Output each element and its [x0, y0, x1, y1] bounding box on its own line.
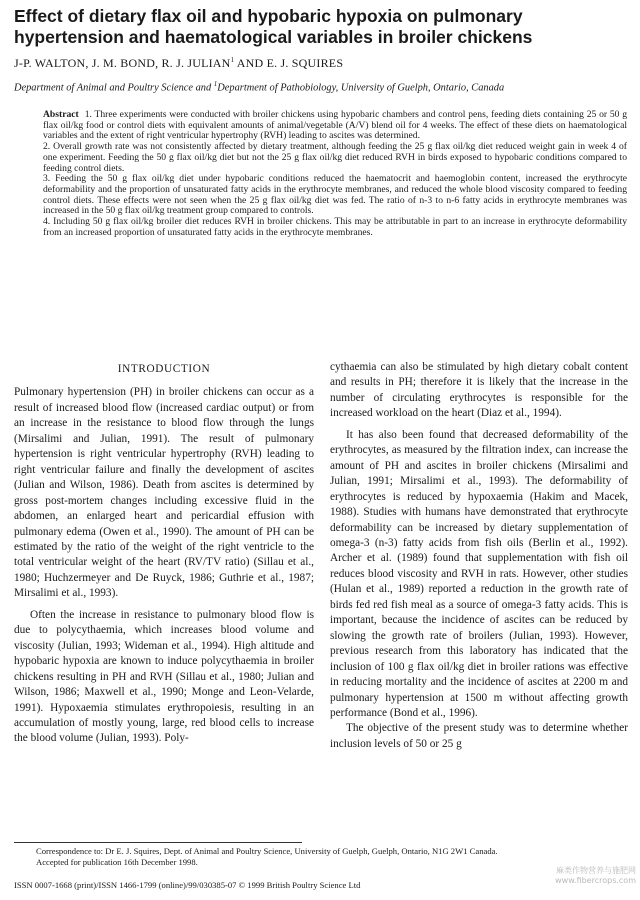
- abstract-paragraph-3: 3. Feeding the 50 g flax oil/kg diet under hypobaric conditions reduced the haematocrit and haemoglobin content, increased the erythrocyte deformability and the proportion of unsaturated fatty acids in the erythrocyte membranes, and reduced the whole blood viscosity compared to feeding control diets. These effects were not seen when the 25 g flax oil/kg diet was fed. The ratio of n-3 to n-6 fatty acids in erythrocyte membranes was increased in the 50 g flax oil/kg treatment group compared to controls.: [43, 173, 627, 217]
- affiliation-superscript: 1: [213, 80, 218, 88]
- footnote-line-2: Accepted for publication 16th December 1998.: [36, 857, 198, 867]
- right-paragraph-2: It has also been found that decreased deformability of the erythrocytes, as measured by the filtration index, can increase the amount of PH and ascites in broiler chickens (Mirsalimi and Julian, 1991; Mirsalimi et al., 1993). The deformability of erythrocytes is reduced by hypoxaemia (Hakim and Macek, 1988). Studies with humans have demonstrated that erythrocyte deformability can be increased by dietary supplementation of omega-3 (n-3) fatty acids from fish oils (Berlin et al., 1992). Archer et al. (1989) found that supplementation with fish oil reduces blood viscosity and RVH in rats. However, other studies (Hulan et al., 1989) reported a reduction in the growth rate of birds fed red fish meal as a source of omega-3 fatty acids. This is important, because the incidence of ascites can be reduced by slowing the growth rate of broilers (Julian, 1993). However, previous research from this laboratory has indicated that the inclusion of 100 g flax oil/kg diet in broiler rations was effective in reducing mortality and the incidence of ascites at 2200 m and pulmonary hypertension at 1500 m without affecting growth performance (Bond et al., 1996).: [330, 428, 628, 719]
- watermark-line-2: www.fibercrops.com: [555, 876, 636, 885]
- abstract-block: [43, 110, 627, 238]
- site-watermark: [516, 866, 636, 886]
- abstract-text-1: 1. Three experiments were conducted with broiler chickens using hypobaric chambers and control pens, feeding diets containing 25 or 50 g flax oil/kg food or control diets with equivalent amounts of animal/vegetable (A/V) blend oil for 4 weeks. The effect of these diets on haematological variables and the extent of right ventricular hypertrophy (RVH) leading to ascites was determined.: [43, 109, 627, 142]
- right-paragraph-3: The objective of the present study was to determine whether inclusion levels of 50 or 25 g: [330, 722, 628, 750]
- authors-line: [14, 56, 626, 71]
- introduction-heading: INTRODUCTION: [117, 363, 211, 375]
- abstract-paragraph-4: 4. Including 50 g flax oil/kg broiler diet reduces RVH in broiler chickens. This may be attributable in part to an increase in erythrocyte deformability from an increased proportion of unsaturated fatty acids in the erythrocyte membranes.: [43, 216, 627, 238]
- abstract-paragraph-2: 2. Overall growth rate was not consistently affected by dietary treatment, although feeding the 25 g flax oil/kg diet reduced weight gain in week 4 of one experiment. Feeding the 50 g flax oil/kg diet but not the 25 g flax oil/kg diet reduced RVH in birds exposed to hypobaric conditions compared to feeding control diets.: [43, 141, 627, 174]
- issn-line: ISSN 0007-1668 (print)/ISSN 1466-1799 (online)/99/030385-07 © 1999 British Poultry Science Ltd: [14, 880, 361, 890]
- left-paragraph-1: Pulmonary hypertension (PH) in broiler chickens can occur as a result of increased blood flow (increased cardiac output) or from an increase in the resistance to blood flow through the lungs (Mirsalimi and Julian, 1991). The result of pulmonary hypertension is right ventricular hypertrophy (RVH) leading to right ventricular failure and finally the development of ascites (Julian and Wilson, 1986). Death from ascites is determined by gross post-mortem changes including excessive fluid in the abdomen, an enlarged heart and pericardial effusion with pulmonary edema (Owen et al., 1990). The amount of PH can be estimated by the ratio of the weight of the right ventricle to the total ventricular weight of the heart (RV/TV ratio) (Sillau et al., 1980; Huchzermeyer and De Ruyck, 1986; Guthrie et al., 1987; Mirsalimi et al., 1993).: [14, 386, 314, 600]
- right-column: [330, 360, 628, 752]
- authors-superscript: 1: [230, 56, 235, 64]
- affiliation-line: [14, 80, 626, 93]
- correspondence-footnote: [36, 846, 636, 868]
- authors-tail: AND E. J. SQUIRES: [234, 56, 344, 70]
- footnote-line-1: Correspondence to: Dr E. J. Squires, Dept. of Animal and Poultry Science, University of Guelph, Guelph, Ontario, N1G 2W1 Canada.: [36, 846, 498, 856]
- affiliation-b: Department of Pathobiology, University of Guelph, Ontario, Canada: [217, 82, 505, 94]
- watermark-line-1: 麻类作物营养与施肥网: [556, 866, 636, 875]
- right-paragraph-1: cythaemia can also be stimulated by high dietary cobalt content and results in PH; therefore it is likely that the increase in the number of circulating erythrocytes is responsible for the increased workload on the heart (Diaz et al., 1994).: [330, 361, 628, 420]
- paper-title: Effect of dietary flax oil and hypobaric hypoxia on pulmonary hypertension and haematological variables in broiler chickens: [14, 6, 533, 47]
- abstract-paragraph-1: [43, 110, 627, 142]
- left-column: [14, 362, 314, 747]
- affiliation-a: Department of Animal and Poultry Science and: [14, 82, 214, 94]
- authors-names: J-P. WALTON, J. M. BOND, R. J. JULIAN: [14, 56, 231, 70]
- left-paragraph-2: Often the increase in resistance to pulmonary blood flow is due to polycythaemia, which increases blood volume and viscosity (Julian, 1993; Wideman et al., 1994). High altitude and hypobaric hypoxia are known to induce polycythaemia in broiler chickens resulting in PH and RVH (Sillau et al., 1980; Julian and Wilson, 1986; Maxwell et al., 1990; Monge and Leon-Velarde, 1991). Hypoxaemia stimulates erythropoiesis, resulting in an accumulation of mostly young, large, red blood cells to increase the blood volume (Julian, 1993). Poly-: [14, 608, 314, 745]
- footnote-divider: [14, 842, 302, 843]
- abstract-label: Abstract: [43, 109, 79, 120]
